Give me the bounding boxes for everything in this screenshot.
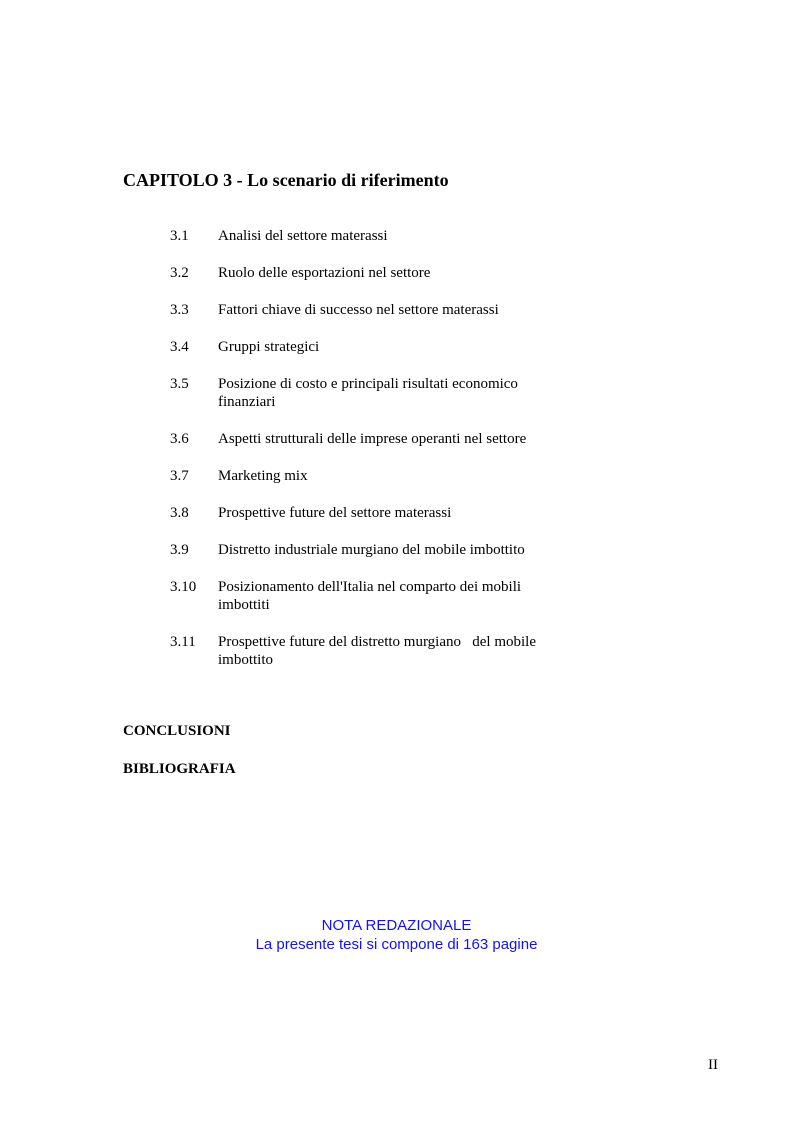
toc-number: 3.4 — [170, 339, 189, 355]
editorial-note-text: La presente tesi si compone di 163 pagine — [255, 936, 538, 953]
toc-item — [170, 578, 590, 614]
toc-number: 3.9 — [170, 542, 189, 558]
toc-label: Posizione di costo e principali risultati economico finanziari — [218, 376, 518, 410]
toc-label: Aspetti strutturali delle imprese operanti nel settore — [218, 431, 527, 447]
toc-number: 3.6 — [170, 431, 189, 447]
toc-item — [170, 541, 590, 559]
toc-number: 3.3 — [170, 302, 189, 318]
toc-number: 3.2 — [170, 265, 189, 281]
toc-label: Gruppi strategici — [218, 339, 320, 355]
toc-item — [170, 633, 590, 669]
toc-label: Distretto industriale murgiano del mobile imbottito — [218, 542, 525, 558]
toc-item — [170, 430, 590, 448]
toc-number: 3.10 — [170, 579, 197, 595]
toc-label: Fattori chiave di successo nel settore materassi — [218, 302, 499, 318]
toc-label: Ruolo delle esportazioni nel settore — [218, 265, 431, 281]
editorial-note — [0, 916, 793, 954]
editorial-note-title: NOTA REDAZIONALE — [321, 917, 472, 934]
toc-label: Posizionamento dell'Italia nel comparto dei mobili imbottiti — [218, 579, 522, 613]
toc-item — [170, 338, 590, 356]
toc-item — [170, 301, 590, 319]
toc-label: Prospettive future del settore materassi — [218, 505, 452, 521]
chapter-title: CAPITOLO 3 - Lo scenario di riferimento — [123, 170, 449, 190]
toc-label: Analisi del settore materassi — [218, 228, 388, 244]
conclusioni-heading: CONCLUSIONI — [123, 723, 231, 739]
toc-item — [170, 375, 590, 411]
table-of-contents — [170, 227, 590, 688]
toc-number: 3.5 — [170, 376, 189, 392]
bibliografia-heading: BIBLIOGRAFIA — [123, 761, 236, 777]
toc-item — [170, 227, 590, 245]
toc-label: Prospettive future del distretto murgiano del mobile imbottito — [218, 634, 536, 668]
toc-number: 3.7 — [170, 468, 189, 484]
toc-number: 3.1 — [170, 228, 189, 244]
page-number: II — [708, 1057, 718, 1073]
toc-number: 3.8 — [170, 505, 189, 521]
toc-item — [170, 467, 590, 485]
toc-item — [170, 264, 590, 282]
toc-label: Marketing mix — [218, 468, 308, 484]
toc-number: 3.11 — [170, 634, 196, 650]
toc-item — [170, 504, 590, 522]
